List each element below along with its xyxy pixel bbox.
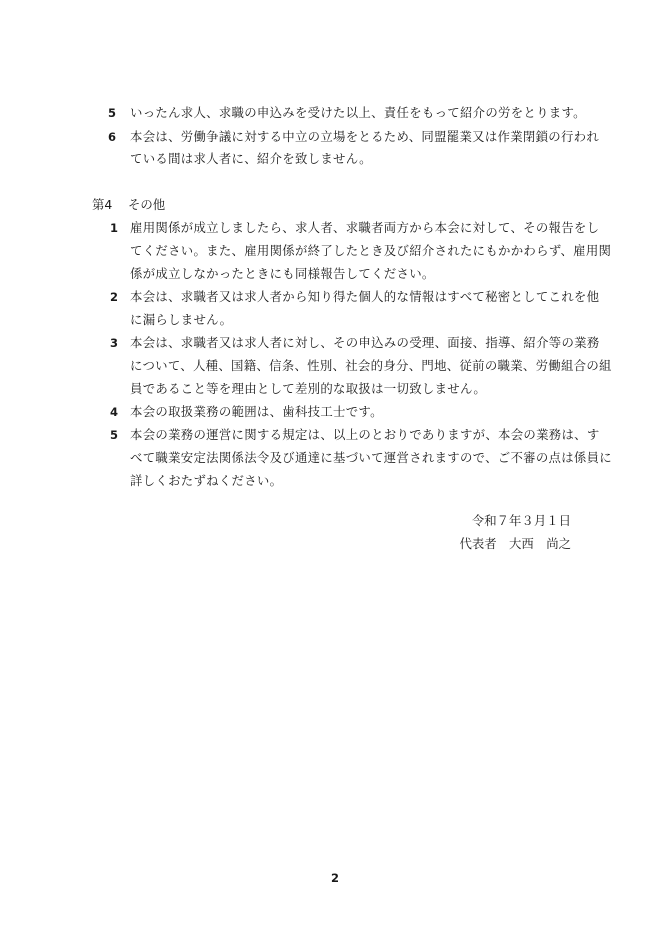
- item-text-line: 本会は、求職者又は求人者から知り得た個人的な情報はすべて秘密としてこれを他: [130, 289, 600, 304]
- item-text-line: ている間は求人者に、紹介を致しません。: [130, 151, 372, 166]
- item-text-line: 雇用関係が成立しましたら、求人者、求職者両方から本会に対して、その報告をし: [130, 220, 600, 235]
- item-text-line: 詳しくおたずねください。: [130, 473, 283, 488]
- item-text-line: 本会は、労働争議に対する中立の立場をとるため、同盟罷業又は作業閉鎖の行われ: [130, 129, 600, 144]
- item-text-line: べて職業安定法関係法令及び通達に基づいて運営されますので、ご不審の点は係員に: [130, 450, 612, 465]
- item-number: 6: [108, 130, 117, 144]
- item-number: 3: [110, 336, 119, 350]
- item-text-line: について、人種、国籍、信条、性別、社会的身分、門地、従前の職業、労働組合の組: [130, 358, 612, 373]
- document-date: 令和７年３月１日: [471, 513, 571, 528]
- item-number: 1: [110, 221, 119, 235]
- item-text-line: てください。また、雇用関係が終了したとき及び紹介されたにもかかわらず、雇用関: [130, 243, 612, 258]
- section-heading-title: その他: [128, 197, 166, 212]
- item-text-line: 員であること等を理由として差別的な取扱は一切致しません。: [130, 381, 487, 396]
- item-text-line: 本会は、求職者又は求人者に対し、その申込みの受理、面接、指導、紹介等の業務: [130, 335, 600, 350]
- item-number: 2: [110, 290, 119, 304]
- representative-name: 代表者 大西 尚之: [459, 536, 571, 551]
- item-text-line: に漏らしません。: [130, 312, 233, 327]
- item-text-line: 本会の業務の運営に関する規定は、以上のとおりでありますが、本会の業務は、す: [130, 427, 600, 442]
- item-number: 4: [110, 405, 119, 419]
- item-number: 5: [108, 106, 117, 120]
- page-number: 2: [330, 871, 339, 885]
- item-number: 5: [110, 428, 119, 442]
- item-text-line: 本会の取扱業務の範囲は、歯科技工士です。: [130, 404, 383, 419]
- section-heading-number: 第4: [92, 197, 113, 212]
- item-text-line: 係が成立しなかったときにも同様報告してください。: [130, 266, 435, 281]
- item-text-line: いったん求人、求職の申込みを受けた以上、責任をもって紹介の労をとります。: [130, 105, 586, 120]
